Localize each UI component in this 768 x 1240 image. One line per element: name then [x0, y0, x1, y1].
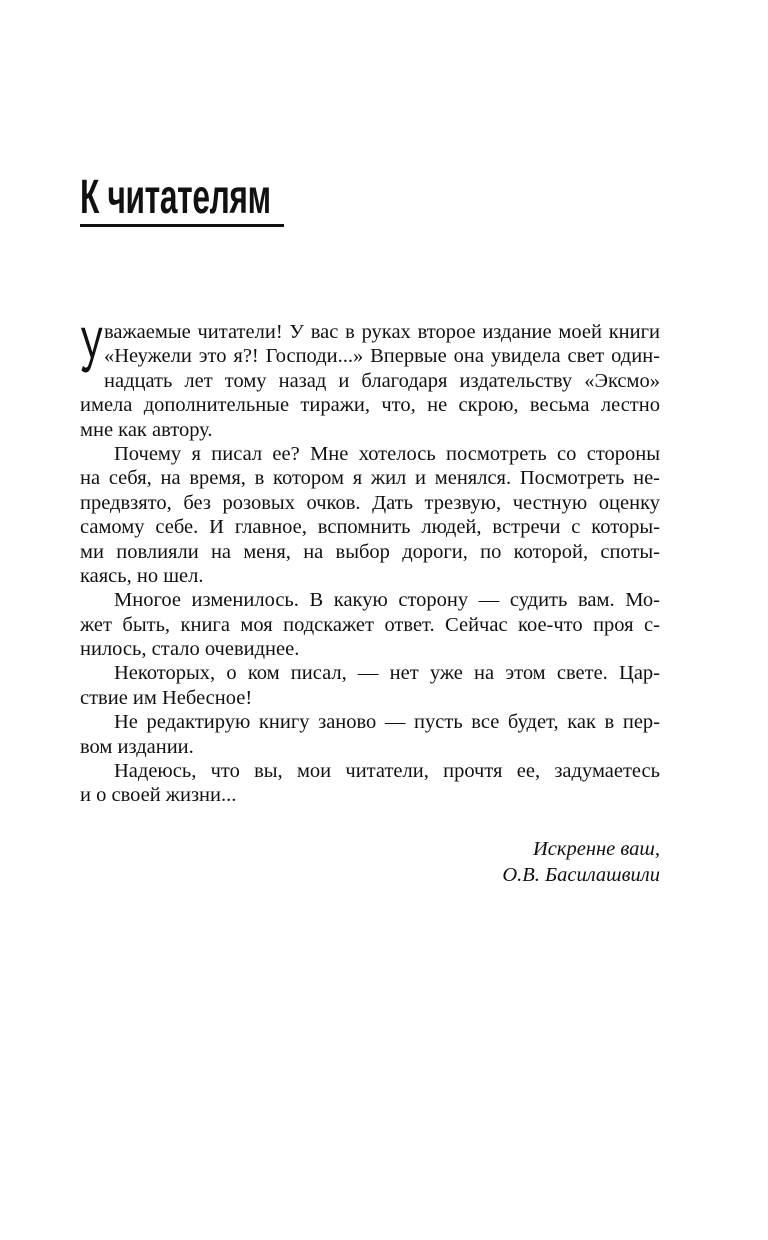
- body-text: [80, 320, 660, 808]
- text-line: мне как автору.: [80, 418, 213, 441]
- text-line: вом издании.: [80, 735, 194, 758]
- text-line: ствие им Небесное!: [80, 686, 253, 709]
- signature-author: О.В. Басилашвили: [502, 864, 660, 886]
- text-line: Некоторых, о ком писал, — нет уже на этом свете. Цар-: [114, 662, 660, 685]
- text-line: надцать лет тому назад и благодаря издательству «Эксмо»: [104, 369, 660, 392]
- text-line: «Неужели это я?! Господи...» Впервые она увидела свет один-: [104, 345, 660, 368]
- text-line: Многое изменилось. В какую сторону — судить вам. Мо-: [114, 589, 660, 612]
- chapter-title: К читателям: [80, 171, 271, 224]
- title-underline: [80, 224, 284, 227]
- text-line: важаемые читатели! У вас в руках второе издание моей книги: [104, 321, 660, 343]
- text-line: самому себе. И главное, вспомнить людей, встречи с которы-: [80, 516, 660, 539]
- text-line: ми повлияли на меня, на выбор дороги, по которой, споты-: [80, 540, 660, 563]
- text-line: Надеюсь, что вы, мои читатели, прочтя ее, задумаетесь: [114, 760, 660, 783]
- text-line: на себя, на время, в котором я жил и менялся. Посмотреть не-: [80, 467, 660, 490]
- signature: [502, 836, 660, 888]
- text-line: нилось, стало очевиднее.: [80, 638, 300, 661]
- text-line: имела дополнительные тиражи, что, не скрою, весьма лестно: [80, 394, 660, 417]
- text-line: предвзято, без розовых очков. Дать трезвую, честную оценку: [80, 491, 660, 514]
- text-line: каясь, но шел.: [80, 564, 204, 587]
- text-line: и о своей жизни...: [80, 784, 237, 807]
- drop-cap: У: [80, 314, 103, 386]
- text-line: Не редактирую книгу заново — пусть все будет, как в пер-: [114, 711, 660, 734]
- signature-closing: Искренне ваш,: [532, 838, 660, 860]
- text-line: жет быть, книга моя подскажет ответ. Сейчас кое-что проя с-: [80, 613, 660, 636]
- text-line: Почему я писал ее? Мне хотелось посмотреть со стороны: [114, 442, 660, 465]
